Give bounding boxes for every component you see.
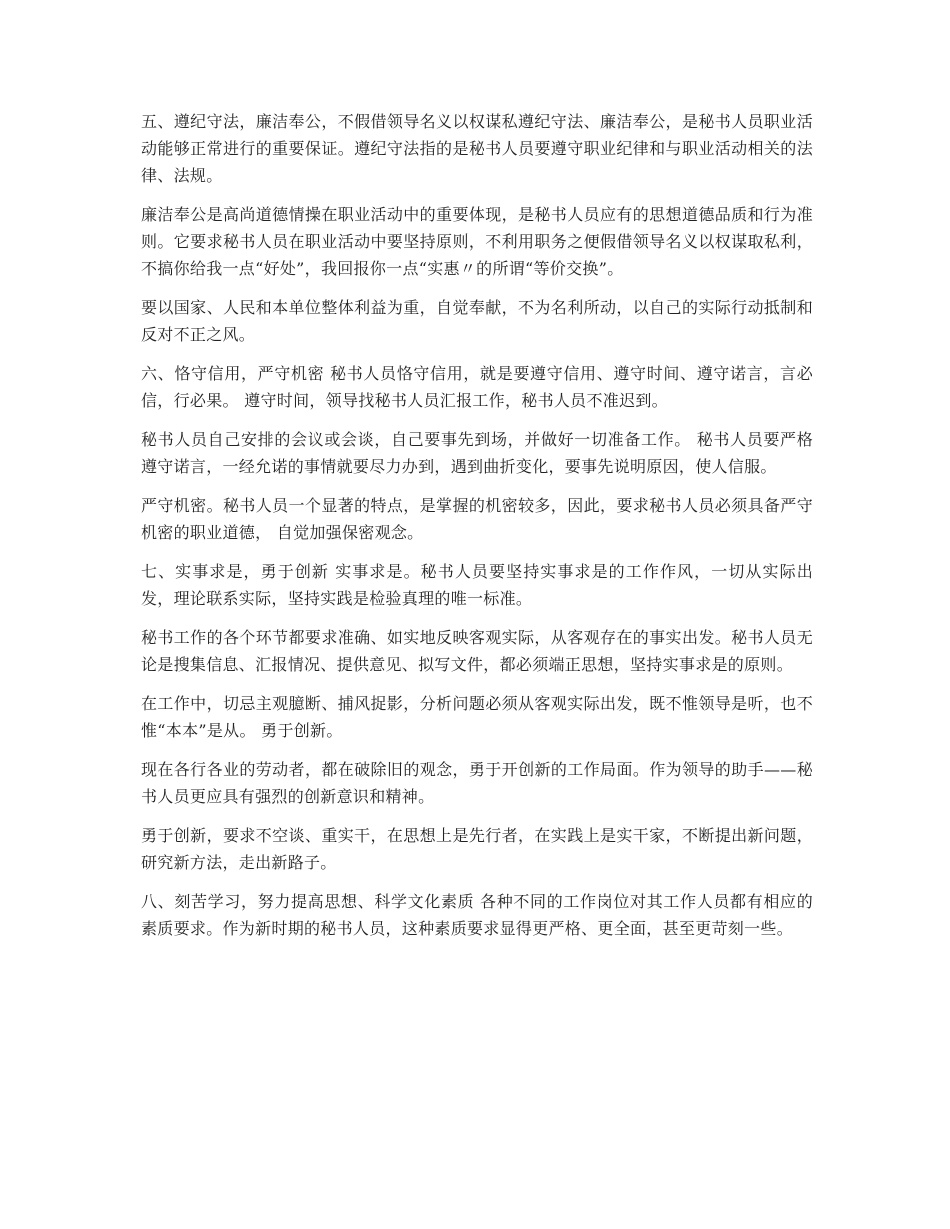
paragraph: 廉洁奉公是高尚道德情操在职业活动中的重要体现，是秘书人员应有的思想道德品质和行为准则。它要求秘书人员在职业活动中要坚持原则，不利用职务之便假借领导名义以权谋取私利，不搞你给我一点“好处”，我回报你一点“实惠〃的所谓“等价交换”。 [141,205,813,278]
paragraph: 严守机密。秘书人员一个显著的特点，是掌握的机密较多，因此，要求秘书人员必须具备严守机密的职业道德， 自觉加强保密观念。 [141,496,813,542]
document-body [141,108,813,954]
paragraph: 秘书工作的各个环节都要求准确、如实地反映客观实际，从客观存在的事实出发。秘书人员无论是搜集信息、汇报情况、提供意见、拟写文件，都必须端正思想，坚持实事求是的原则。 [141,628,813,674]
paragraph: 八、刻苦学习，努力提高思想、科学文化素质 各种不同的工作岗位对其工作人员都有相应的素质要求。作为新时期的秘书人员，这种素质要求显得更严格、更全面，甚至更苛刻一些。 [141,892,813,938]
paragraph: 在工作中，切忌主观臆断、捕风捉影，分析问题必须从客观实际出发，既不惟领导是听，也不惟“本本”是从。 勇于创新。 [141,694,813,740]
paragraph: 秘书人员自己安排的会议或会谈，自己要事先到场，并做好一切准备工作。 秘书人员要严格遵守诺言，一经允诺的事情就要尽力办到，遇到曲折变化，要事先说明原因，使人信服。 [141,430,813,476]
paragraph: 现在各行各业的劳动者，都在破除旧的观念，勇于开创新的工作局面。作为领导的助手——秘书人员更应具有强烈的创新意识和精神。 [141,760,813,806]
paragraph: 要以国家、人民和本单位整体利益为重，自觉奉献，不为名利所动，以自己的实际行动抵制和反对不正之风。 [141,298,813,344]
paragraph: 七、实事求是，勇于创新 实事求是。秘书人员要坚持实事求是的工作作风，一切从实际出发，理论联系实际，坚持实践是检验真理的唯一标准。 [141,562,813,608]
paragraph: 勇于创新，要求不空谈、重实干，在思想上是先行者，在实践上是实干家，不断提出新问题，研究新方法，走出新路子。 [141,826,813,872]
paragraph: 六、恪守信用，严守机密 秘书人员恪守信用，就是要遵守信用、遵守时间、遵守诺言，言必信，行必果。 遵守时间，领导找秘书人员汇报工作，秘书人员不准迟到。 [141,364,813,410]
paragraph: 五、遵纪守法，廉洁奉公，不假借领导名义以权谋私遵纪守法、廉洁奉公，是秘书人员职业活动能够正常进行的重要保证。遵纪守法指的是秘书人员要遵守职业纪律和与职业活动相关的法律、法规。 [141,112,813,185]
